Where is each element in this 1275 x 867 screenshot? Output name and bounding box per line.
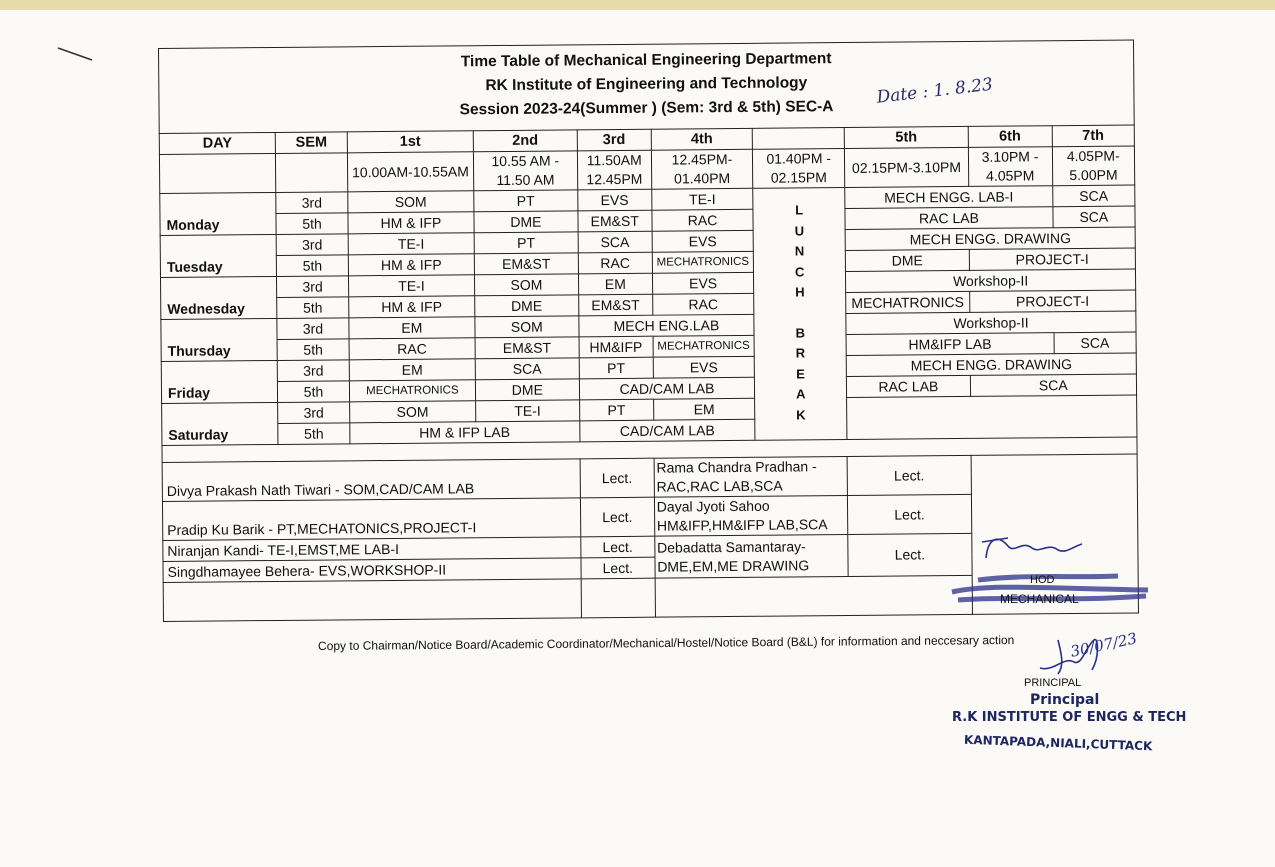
header-period-6: 6th (968, 126, 1052, 148)
class-cell: DME (474, 211, 578, 233)
lunch-break-column (753, 188, 847, 441)
day-tuesday: Tuesday (160, 234, 277, 277)
sem-cell: 5th (278, 381, 350, 403)
class-cell: HM & IFP LAB (350, 421, 580, 444)
sem-cell: 3rd (276, 192, 348, 214)
class-cell: EM (653, 398, 755, 420)
faculty-desig: Lect. (848, 533, 972, 576)
time-period-3: 11.50AM 12.45PM (577, 150, 651, 190)
lunch-letter: K (796, 406, 806, 422)
class-cell: RAC LAB (847, 375, 971, 397)
empty-cell (847, 395, 1137, 440)
faculty-desig: Lect. (580, 458, 654, 498)
class-cell: TE-I (651, 188, 753, 210)
class-cell: DME (475, 379, 579, 401)
pen-mark (56, 44, 96, 64)
faculty-desig: Lect. (580, 497, 654, 537)
sem-cell: 5th (276, 255, 348, 277)
faculty-desig: Lect. (848, 494, 972, 534)
class-cell: CAD/CAM LAB (580, 419, 756, 442)
principal-label: PRINCIPAL (1024, 677, 1082, 689)
class-cell: PROJECT-I (969, 248, 1136, 270)
class-cell: DME (475, 295, 579, 317)
class-cell: HM&IFP (579, 336, 653, 358)
class-cell: MECH ENG.LAB (579, 314, 755, 337)
class-cell: PT (474, 190, 578, 212)
class-cell: RAC (652, 293, 754, 315)
header-period-3: 3rd (577, 129, 651, 151)
class-cell: EM&ST (474, 253, 578, 275)
faculty-name: Singdhamayee Behera- EVS,WORKSHOP-II (163, 558, 581, 583)
lunch-letter: E (796, 365, 805, 381)
sem-cell: 3rd (276, 234, 348, 256)
lunch-gap (755, 303, 846, 324)
lunch-letter: C (794, 263, 805, 279)
lunch-letter: R (795, 345, 806, 361)
sem-cell: 5th (277, 339, 349, 361)
class-cell: SCA (1054, 332, 1137, 354)
class-cell: CAD/CAM LAB (579, 377, 755, 400)
header-period-5: 5th (844, 126, 968, 148)
faculty-name: Divya Prakash Nath Tiwari - SOM,CAD/CAM LAB (162, 459, 580, 502)
class-cell: EVS (653, 356, 755, 378)
top-edge (0, 0, 1275, 10)
faculty-desig: Lect. (581, 557, 655, 579)
class-cell: SCA (1053, 206, 1136, 228)
day-wednesday: Wednesday (161, 276, 278, 319)
class-cell: EVS (652, 230, 754, 252)
faculty-name: Debadatta Samantaray- DME,EM,ME DRAWING (655, 534, 849, 578)
title-line-1: Time Table of Mechanical Engineering Department (460, 50, 832, 71)
principal-stamp-line2: KANTAPADA,NIALI,CUTTACK (963, 732, 1153, 754)
class-cell: EVS (577, 189, 651, 211)
time-period-4: 12.45PM-01.40PM (651, 149, 753, 189)
class-cell: RAC LAB (845, 207, 1053, 230)
class-cell: HM&IFP LAB (846, 333, 1054, 356)
copy-note: Copy to Chairman/Notice Board/Academic Coordinator/Mechanical/Hostel/Notice Board (B&L) for information and neccesary action (317, 632, 1015, 654)
class-cell: MECH ENGG. DRAWING (846, 353, 1136, 377)
time-period-7: 4.05PM-5.00PM (1052, 146, 1135, 186)
lunch-letter: B (795, 324, 805, 340)
faculty-name: Pradip Ku Barik - PT,MECHATONICS,PROJECT-I (162, 498, 580, 541)
class-cell: EM&ST (578, 294, 652, 316)
class-cell: MECHATRONICS (349, 380, 475, 402)
class-cell: HM & IFP (349, 296, 475, 318)
sem-cell: 3rd (277, 276, 349, 298)
time-lunch: 01.40PM - 02.15PM (753, 149, 845, 189)
class-cell: PROJECT-I (969, 290, 1136, 312)
sem-cell: 3rd (277, 318, 349, 340)
sem-cell: 5th (277, 297, 349, 319)
class-cell: HM & IFP (348, 212, 474, 234)
principal-stamp-title: Principal (1030, 692, 1100, 708)
class-cell: EM&ST (475, 337, 579, 359)
class-cell: SCA (970, 374, 1137, 396)
class-cell: Workshop-II (846, 269, 1136, 293)
handwritten-date: Date : 1. 8.23 (875, 74, 994, 108)
hod-signature (978, 528, 1088, 568)
title-line-2: RK Institute of Engineering and Technology (485, 74, 808, 95)
sem-cell: 3rd (277, 360, 349, 382)
class-cell: DME (845, 249, 969, 271)
time-period-6: 3.10PM - 4.05PM (968, 147, 1052, 187)
empty-cell (581, 578, 655, 618)
class-cell: SCA (1052, 185, 1135, 207)
header-period-7: 7th (1052, 125, 1135, 147)
faculty-desig: Lect. (581, 536, 655, 558)
sem-cell: 3rd (278, 402, 350, 424)
empty-cell (655, 575, 972, 617)
time-period-5: 02.15PM-3.10PM (845, 147, 969, 187)
time-period-2: 10.55 AM - 11.50 AM (473, 151, 577, 191)
class-cell: HM & IFP (348, 254, 474, 276)
lunch-letter: U (794, 222, 805, 238)
class-cell: TE-I (348, 275, 474, 297)
class-cell: EM (349, 317, 475, 339)
time-period-1: 10.00AM-10.55AM (347, 152, 473, 192)
class-cell: SOM (475, 316, 579, 338)
lunch-letter: N (794, 243, 805, 259)
header-lunch-blank (752, 128, 844, 150)
class-cell: SOM (474, 274, 578, 296)
lunch-letter: A (796, 386, 806, 402)
class-cell: EM (349, 359, 475, 381)
class-cell: MECHATRONICS (652, 251, 754, 273)
class-cell: SCA (578, 231, 652, 253)
sem-cell: 5th (276, 213, 348, 235)
class-cell: RAC (652, 209, 754, 231)
header-sem: SEM (275, 132, 347, 154)
class-cell: MECH ENGG. DRAWING (845, 227, 1135, 251)
empty-cell (163, 579, 581, 622)
faculty-name: Rama Chandra Pradhan - RAC,RAC LAB,SCA (654, 457, 848, 498)
faculty-name: Niranjan Kandi- TE-I,EMST,ME LAB-I (163, 537, 581, 562)
class-cell: SOM (348, 191, 474, 213)
class-cell: TE-I (348, 233, 474, 255)
class-cell: EVS (652, 272, 754, 294)
time-blank-1 (159, 153, 275, 193)
class-cell: TE-I (476, 400, 580, 422)
class-cell: MECHATRONICS (846, 291, 970, 313)
class-cell: SCA (475, 358, 579, 380)
class-cell: PT (474, 232, 578, 254)
title-line-3: Session 2023-24(Summer ) (Sem: 3rd & 5th) SEC-A (459, 98, 834, 119)
day-thursday: Thursday (161, 318, 278, 361)
class-cell: RAC (349, 338, 475, 360)
class-cell: SOM (349, 401, 475, 423)
header-period-2: 2nd (473, 130, 577, 152)
faculty-desig: Lect. (847, 455, 971, 495)
class-cell: RAC (578, 252, 652, 274)
sign-date: 30/07/23 (1068, 629, 1139, 661)
class-cell: EM&ST (578, 210, 652, 232)
day-saturday: Saturday (162, 402, 279, 445)
class-cell: PT (579, 399, 653, 421)
hod-label: HOD (1030, 574, 1055, 586)
hod-dept: MECHANICAL (1000, 592, 1079, 606)
class-cell: PT (579, 357, 653, 379)
class-cell: EM (578, 273, 652, 295)
header-period-4: 4th (651, 128, 753, 150)
header-period-1: 1st (347, 131, 473, 153)
principal-stamp-line1: R.K INSTITUTE OF ENGG & TECH (952, 710, 1187, 725)
lunch-letter: L (795, 202, 804, 218)
faculty-name: Dayal Jyoti Sahoo HM&IFP,HM&IFP LAB,SCA (654, 495, 848, 536)
day-monday: Monday (160, 192, 277, 235)
class-cell: MECH ENGG. LAB-I (845, 186, 1053, 209)
lunch-letter: H (795, 284, 805, 300)
time-blank-2 (276, 153, 348, 193)
sem-cell: 5th (278, 423, 350, 445)
class-cell: Workshop-II (846, 311, 1136, 335)
header-day: DAY (159, 132, 275, 154)
day-friday: Friday (161, 360, 278, 403)
class-cell: MECHATRONICS (653, 335, 755, 357)
